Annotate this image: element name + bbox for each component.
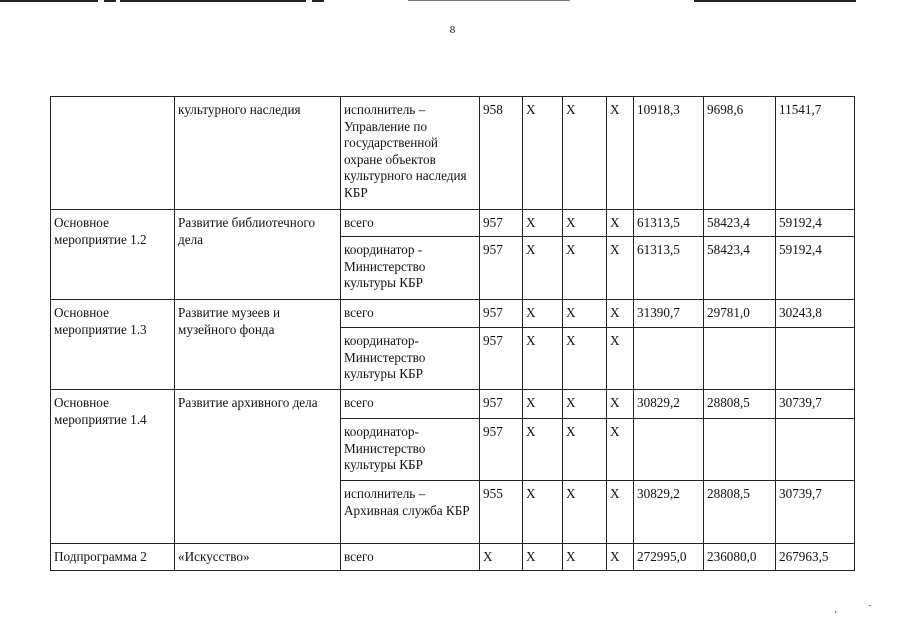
table-cell-x: Х (523, 210, 563, 237)
table-row (51, 97, 855, 210)
table-cell-x: Х (607, 419, 634, 481)
top-rule-5 (408, 0, 570, 1)
table-cell-code: 957 (480, 237, 523, 300)
table-cell-x: Х (523, 97, 563, 210)
table-cell-role: всего (341, 544, 480, 571)
table-cell-x: Х (523, 390, 563, 419)
table-cell-x: Х (523, 328, 563, 390)
table-cell-x: Х (607, 390, 634, 419)
page-number: 8 (449, 24, 456, 36)
table-row (51, 210, 855, 237)
table-cell-value: 272995,0 (634, 544, 704, 571)
table-cell-event: Основное мероприятие 1.2 (51, 210, 175, 300)
table-cell-value: 30829,2 (634, 390, 704, 419)
table-cell-role: исполнитель – Управление по государственной охране объектов культурного наследия КБР (341, 97, 480, 210)
table-cell-value: 59192,4 (776, 210, 855, 237)
table-cell-value: 31390,7 (634, 300, 704, 328)
table-cell-code: 957 (480, 390, 523, 419)
table-cell-value: 61313,5 (634, 237, 704, 300)
table-cell-value: 267963,5 (776, 544, 855, 571)
table-cell-value (776, 419, 855, 481)
top-rule-4 (312, 0, 324, 2)
table-cell-x: Х (563, 544, 607, 571)
table-cell-x: Х (563, 210, 607, 237)
table-cell-x: Х (523, 419, 563, 481)
table-cell-code: 957 (480, 328, 523, 390)
table-cell-x: Х (523, 237, 563, 300)
top-rule-2 (104, 0, 116, 2)
table-cell-event: Основное мероприятие 1.4 (51, 390, 175, 544)
table-cell-x: Х (607, 328, 634, 390)
table-cell-x: Х (563, 481, 607, 544)
table-cell-value: 29781,0 (704, 300, 776, 328)
table-cell-value: 28808,5 (704, 481, 776, 544)
table-cell-value: 236080,0 (704, 544, 776, 571)
table-cell-x: Х (607, 481, 634, 544)
table-cell-x: Х (523, 300, 563, 328)
table-cell-x: Х (607, 210, 634, 237)
table-cell-role: всего (341, 390, 480, 419)
table-cell-code: 958 (480, 97, 523, 210)
table-cell-x: Х (563, 390, 607, 419)
top-rule-6 (694, 0, 856, 2)
table-cell-value (704, 419, 776, 481)
table-row (51, 390, 855, 419)
table-cell-role: координатор- Министерство культуры КБР (341, 328, 480, 390)
table-cell-value: 10918,3 (634, 97, 704, 210)
table-cell-title: Развитие библиотечного дела (175, 210, 341, 300)
table-cell-value: 30829,2 (634, 481, 704, 544)
table-cell-event (51, 97, 175, 210)
table-cell-x: Х (563, 419, 607, 481)
table-cell-title: Развитие музеев и музейного фонда (175, 300, 341, 390)
table-cell-x: Х (607, 237, 634, 300)
table-cell-role: всего (341, 300, 480, 328)
table-row (51, 544, 855, 571)
table-cell-code: 957 (480, 300, 523, 328)
table-cell-value: 30243,8 (776, 300, 855, 328)
table-cell-role: координатор- Министерство культуры КБР (341, 419, 480, 481)
table-cell-event: Подпрограмма 2 (51, 544, 175, 571)
table-cell-code: Х (480, 544, 523, 571)
table-cell-event: Основное мероприятие 1.3 (51, 300, 175, 390)
table-cell-value: 28808,5 (704, 390, 776, 419)
table-cell-x: Х (607, 97, 634, 210)
table-cell-title: «Искусство» (175, 544, 341, 571)
table-cell-role: координатор - Министерство культуры КБР (341, 237, 480, 300)
table-cell-code: 957 (480, 419, 523, 481)
table-cell-value (634, 328, 704, 390)
table-cell-x: Х (563, 300, 607, 328)
table-cell-value: 58423,4 (704, 237, 776, 300)
table-cell-value (704, 328, 776, 390)
table-row (51, 300, 855, 328)
table-cell-value: 58423,4 (704, 210, 776, 237)
scan-mark: ˜ (868, 604, 872, 615)
table-cell-value: 30739,7 (776, 481, 855, 544)
table-cell-value (776, 328, 855, 390)
table-cell-value: 9698,6 (704, 97, 776, 210)
table-cell-title: Развитие архивного дела (175, 390, 341, 544)
table-cell-role: исполнитель – Архивная служба КБР (341, 481, 480, 544)
table-cell-x: Х (607, 300, 634, 328)
table-cell-x: Х (607, 544, 634, 571)
table-cell-code: 957 (480, 210, 523, 237)
table-cell-x: Х (523, 481, 563, 544)
table-cell-value: 59192,4 (776, 237, 855, 300)
table-cell-code: 955 (480, 481, 523, 544)
table-cell-value: 30739,7 (776, 390, 855, 419)
budget-table (50, 96, 855, 571)
table-cell-x: Х (563, 237, 607, 300)
table-cell-value (634, 419, 704, 481)
table-cell-title: культурного наследия (175, 97, 341, 210)
table-cell-value: 11541,7 (776, 97, 855, 210)
table-cell-role: всего (341, 210, 480, 237)
table-cell-value: 61313,5 (634, 210, 704, 237)
top-rule-3 (120, 0, 306, 2)
table-cell-x: Х (563, 97, 607, 210)
scan-mark: ‚ (834, 604, 838, 615)
table-cell-x: Х (563, 328, 607, 390)
table-cell-x: Х (523, 544, 563, 571)
top-rule-1 (0, 0, 98, 2)
